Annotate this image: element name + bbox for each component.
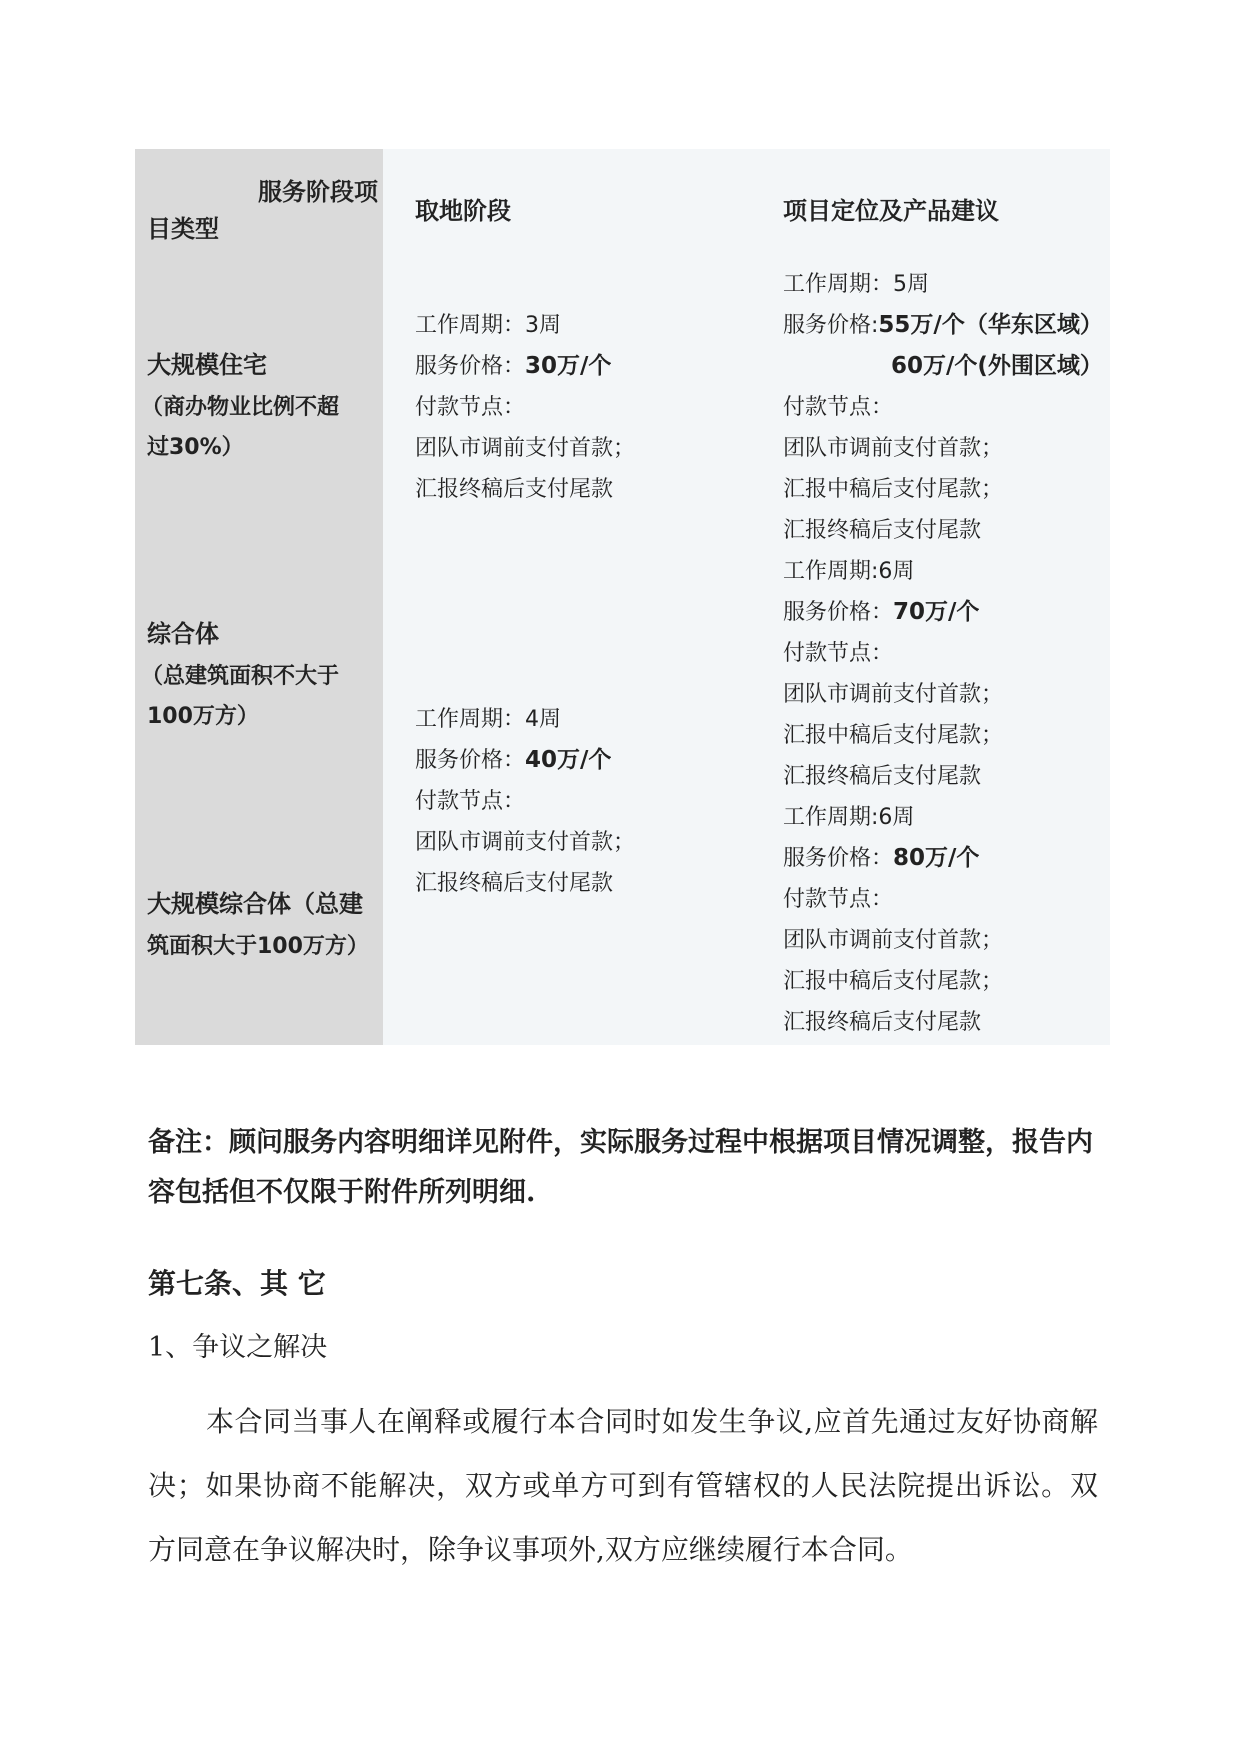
acq-a-price: 服务价格：30万/个 [415,353,612,379]
acq-b-price: 服务价格：40万/个 [415,747,612,773]
section-subtitle: 1、争议之解决 [148,1332,328,1363]
row-desc-line1: （总建筑面积不大于 [141,664,340,689]
remark-note: 备注：顾问服务内容明细详见附件，实际服务过程中根据项目情况调整，报告内容包括但不仅限于附件所列明细. [148,1127,1093,1208]
corner-header-line1: 服务阶段项 [258,178,378,206]
pos-b-node3: 汇报终稿后支付尾款 [783,764,982,789]
pos-a-price: 服务价格:55万/个（华东区域） [783,312,1103,338]
row-type-large-complex: 大规模综合体（总建 [147,890,363,918]
row-desc-line2: 过30%） [147,435,244,460]
pos-c-price: 服务价格：80万/个 [783,845,980,871]
pos-a-node2: 汇报中稿后支付尾款； [783,477,1004,502]
row-desc-line2: 100万方） [147,704,259,729]
pos-a-nodes: 付款节点： [783,395,894,420]
col-header-acquisition: 取地阶段 [415,197,511,225]
pos-b-period: 工作周期:6周 [783,559,915,584]
acq-b-nodes: 付款节点： [415,789,526,814]
pos-c-period: 工作周期:6周 [783,805,915,830]
pos-c-node1: 团队市调前支付首款； [783,928,1004,953]
acq-b-period: 工作周期：4周 [415,707,561,732]
pos-c-nodes: 付款节点： [783,887,894,912]
row-type-large-complex-line2: 筑面积大于100万方） [147,934,369,959]
col-header-positioning: 项目定位及产品建议 [783,197,999,225]
acq-a-node1: 团队市调前支付首款； [415,436,636,461]
acq-a-node2: 汇报终稿后支付尾款 [415,477,614,502]
pos-a-node3: 汇报终稿后支付尾款 [783,518,982,543]
dispute-paragraph: 本合同当事人在阐释或履行本合同时如发生争议,应首先通过友好协商解决；如果协商不能解决，双方或单方可到有管辖权的人民法院提出诉讼。双方同意在争议解决时，除争议事项外,双方应继续履行本合同。 [148,1405,1098,1566]
acq-a-period: 工作周期：3周 [415,313,561,338]
pos-b-nodes: 付款节点： [783,641,894,666]
service-table [135,149,1110,1045]
row-desc-line1: （商办物业比例不超 [141,395,340,420]
row-type-complex: 综合体 [147,620,219,648]
pos-c-node2: 汇报中稿后支付尾款； [783,969,1004,994]
acq-b-node1: 团队市调前支付首款； [415,830,636,855]
acq-a-nodes: 付款节点： [415,395,526,420]
pos-a-node1: 团队市调前支付首款； [783,436,1004,461]
corner-header-line2: 目类型 [147,215,219,243]
pos-b-node2: 汇报中稿后支付尾款； [783,723,1004,748]
row-type-large-residential: 大规模住宅 [147,351,267,379]
pos-c-node3: 汇报终稿后支付尾款 [783,1010,982,1035]
pos-a-period: 工作周期：5周 [783,272,929,297]
article-title: 第七条、其 它 [148,1267,326,1300]
pos-b-price: 服务价格：70万/个 [783,599,980,625]
pos-b-node1: 团队市调前支付首款； [783,682,1004,707]
acq-b-node2: 汇报终稿后支付尾款 [415,871,614,896]
pos-a-price2: 60万/个(外围区域） [891,353,1103,379]
